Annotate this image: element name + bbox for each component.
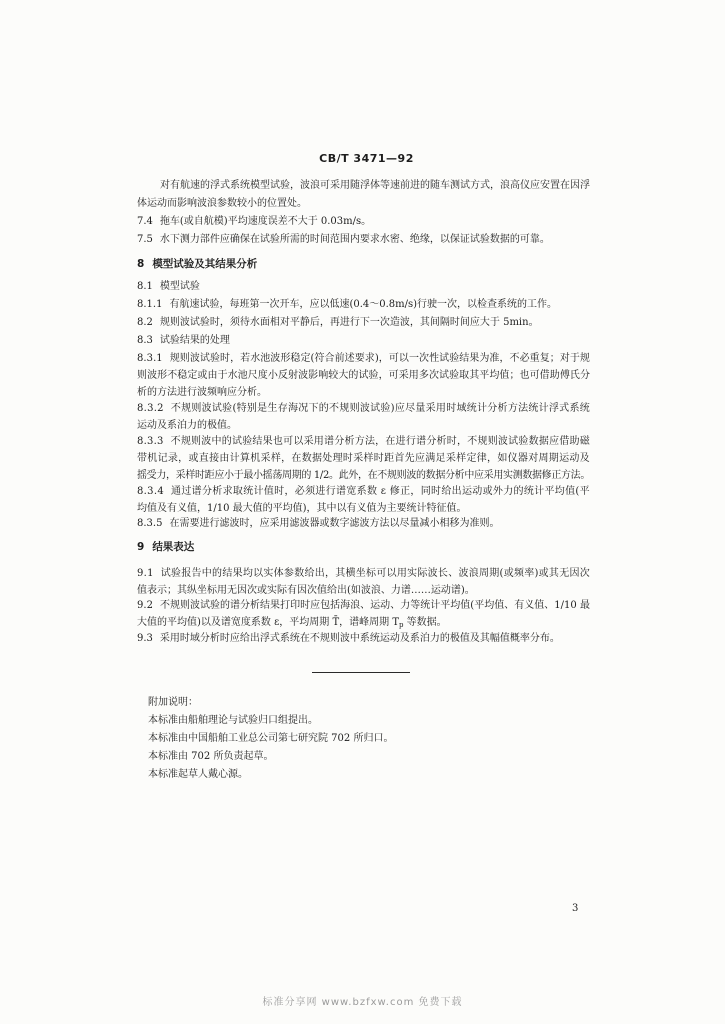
clause-9-3 — [137, 630, 590, 647]
clause-number: 8.1.1 — [137, 299, 163, 310]
clause-8-2 — [137, 314, 590, 331]
appendix-title-text: 附加说明： — [148, 697, 198, 708]
clause-text: 规则波试验时，若水池波形稳定(符合前述要求)，可以一次性试验结果为准，不必重复；对于规 — [169, 353, 590, 364]
section-9-heading — [137, 539, 590, 556]
clause-7-4 — [137, 213, 590, 230]
clause-number: 9.1 — [137, 568, 154, 579]
text-line — [137, 597, 590, 614]
clause-text: 采用时域分析时应给出浮式系统在不规则波中系统运动及系泊力的极值及其幅值概率分布。 — [159, 633, 560, 644]
clause-8-3-5 — [137, 515, 590, 532]
clause-number: 7.4 — [137, 216, 153, 227]
section-title: 模型试验及其结果分析 — [152, 258, 258, 270]
clause-number: 9.2 — [137, 600, 153, 611]
text-line — [137, 231, 590, 248]
clause-text: 拖车(或自航模)平均速度误差不大于 0.03m/s。 — [159, 216, 372, 227]
clause-8-3-4 — [137, 483, 590, 517]
peak-period-subscript: p — [398, 621, 404, 629]
text-line — [137, 195, 590, 213]
text-line-content — [137, 335, 230, 346]
text-line-content: 则波形不稳定或由于水池尺度小反射波影响较大的试验，可采用多次试验取其平均值；也可借助傅氏分 — [137, 370, 591, 381]
clause-number: 8.3 — [137, 335, 153, 346]
text-line-content — [137, 317, 539, 328]
text-line — [137, 565, 590, 582]
text-line-content — [137, 403, 590, 414]
footer-watermark: 标准分享网 www.bzfxw.com 免费下载 — [262, 997, 463, 1008]
clause-text: 不规则波试验(特别是生存海况下的不规则波试验)应尽量采用时域统计分析方法统计浮式系统 — [170, 403, 590, 414]
clause-text: 试验结果的处理 — [159, 335, 230, 346]
text-line — [137, 467, 590, 484]
text-line-content — [137, 568, 590, 579]
text-line — [137, 296, 590, 313]
appendix-notes — [148, 694, 448, 784]
clause-number: 8.3.3 — [137, 436, 164, 447]
appendix-title — [148, 694, 448, 712]
section-number: 8 — [137, 258, 145, 270]
clause-8-3-2 — [137, 400, 590, 434]
text-line-content — [137, 633, 560, 644]
clause-number: 9.3 — [137, 633, 153, 644]
clause-text: 通过谱分析求取统计值时，必须进行谱宽系数 ε 修正，同时给出运动或外力的统计平均值(平 — [171, 486, 590, 497]
appendix-line — [148, 748, 448, 766]
clause-number: 8.3.1 — [137, 353, 163, 364]
clause-text: 水下测力部件应确保在试验所需的时间范围内要求水密、绝缘，以保证试验数据的可靠。 — [159, 234, 550, 245]
text-line — [137, 350, 590, 367]
text-line-content: 带机记录，或直接由计算机采样，在数据处理时采样时距首先应满足采样定律，如仪器对周期运动及 — [137, 453, 590, 464]
text-line — [137, 630, 590, 647]
clause-text: 等数据。 — [403, 617, 447, 628]
clause-7-5 — [137, 231, 590, 248]
clause-8-1-1 — [137, 296, 590, 313]
text-line-content — [137, 299, 557, 310]
text-line-content — [137, 600, 590, 611]
appendix-line — [148, 712, 448, 730]
appendix-line — [148, 766, 448, 784]
heading-line — [137, 256, 590, 273]
section-8-heading — [137, 256, 590, 273]
text-line-content: 析的方法进行波频响应分析。 — [137, 387, 267, 398]
text-line-content: 均值及有义值，1/10 最大值的平均值)，其中以有义值为主要统计特征值。 — [137, 503, 467, 514]
clause-8-3 — [137, 332, 590, 349]
text-line-content: 对有航速的浮式系统模型试验，波浪可采用随浮体等速前进的随车测试方式，浪高仪应安置在因浮 — [160, 180, 590, 191]
clause-9-2 — [137, 597, 590, 631]
mean-period-symbol: T̄ — [332, 617, 340, 628]
text-line — [137, 278, 590, 295]
clause-text: 不规则波试验的谱分析结果打印时应包括海浪、运动、力等统计平均值(平均值、有义值、1/10 最 — [159, 600, 590, 611]
clause-text: 试验报告中的结果均以实体参数给出，其横坐标可以用实际波长、波浪周期(或频率)或其无因次 — [160, 568, 591, 579]
clause-number: 8.3.5 — [137, 518, 163, 529]
clause-number: 8.1 — [137, 281, 153, 292]
text-line — [137, 332, 590, 349]
clause-number: 8.2 — [137, 317, 153, 328]
text-line-content — [137, 281, 200, 292]
clause-text: 有航速试验，每班第一次开车，应以低速(0.4～0.8m/s)行驶一次，以检查系统的工作。 — [169, 299, 558, 310]
page-number: 3 — [572, 903, 579, 914]
heading-content — [137, 541, 194, 553]
clause-9-1 — [137, 565, 590, 599]
text-line — [137, 433, 590, 450]
text-line — [137, 400, 590, 417]
clause-number: 8.3.2 — [137, 403, 164, 414]
clause-text: ，谱峰周期 — [339, 617, 393, 628]
section-title: 结果表达 — [152, 541, 195, 553]
text-line — [160, 177, 590, 195]
text-line-content: 值表示；其纵坐标用无因次或实际有因次值给出(如波浪、力谱……运动谱)。 — [137, 585, 475, 596]
text-line-content: 体运动而影响波浪参数较小的位置处。 — [137, 198, 307, 209]
text-line — [137, 450, 590, 467]
standard-code-header: CB/T 3471—92 — [319, 152, 414, 165]
text-line-content — [137, 436, 590, 447]
text-line — [137, 213, 590, 230]
clause-text: 大值的平均值)以及谱宽度系数 ε，平均周期 — [137, 617, 333, 628]
appendix-line-text: 本标准由中国船舶工业总公司第七研究院 702 所归口。 — [148, 733, 394, 744]
section-number: 9 — [137, 541, 145, 553]
heading-content — [137, 258, 257, 270]
text-line — [137, 314, 590, 331]
text-line-content: 摇受力，采样时距应小于最小摇荡周期的 1/2。此外，在不规则波的数据分析中应采用实测数据修正方法。 — [137, 470, 591, 481]
text-line — [137, 417, 590, 434]
appendix-line-text: 本标准由 702 所负责起草。 — [148, 751, 274, 762]
clause-number: 8.3.4 — [137, 486, 165, 497]
text-line — [137, 367, 590, 384]
text-line — [137, 515, 590, 532]
end-of-text-divider — [312, 672, 410, 673]
clause-text: 在需要进行滤波时，应采用滤波器或数字滤波方法以尽量减小相移为准则。 — [169, 518, 500, 529]
text-line-content — [137, 353, 590, 364]
appendix-line — [148, 730, 448, 748]
text-line — [137, 483, 590, 500]
clause-text: 不规则波中的试验结果也可以采用谱分析方法，在进行谱分析时，不规则波试验数据应借助磁 — [170, 436, 590, 447]
text-line-content — [137, 234, 550, 245]
clause-8-1 — [137, 278, 590, 295]
clause-8-3-1 — [137, 350, 590, 401]
text-line-content — [137, 518, 499, 529]
clause-text: 模型试验 — [159, 281, 200, 292]
clause-7-3-continuation — [137, 177, 590, 213]
heading-line — [137, 539, 590, 556]
text-line-content: 运动及系泊力的极值。 — [137, 420, 237, 431]
peak-period-symbol: T — [392, 617, 399, 628]
clause-8-3-3 — [137, 433, 590, 484]
text-line-content — [137, 486, 590, 497]
text-line-content — [137, 216, 371, 227]
text-line — [137, 384, 590, 401]
appendix-line-text: 本标准由船舶理论与试验归口组提出。 — [148, 715, 318, 726]
text-line — [137, 614, 590, 631]
appendix-line-text: 本标准起草人戴心源。 — [148, 769, 248, 780]
text-line-content — [137, 617, 447, 628]
clause-number: 7.5 — [137, 234, 153, 245]
clause-text: 规则波试验时，须待水面相对平静后，再进行下一次造波，其间隔时间应大于 5min。 — [159, 317, 539, 328]
